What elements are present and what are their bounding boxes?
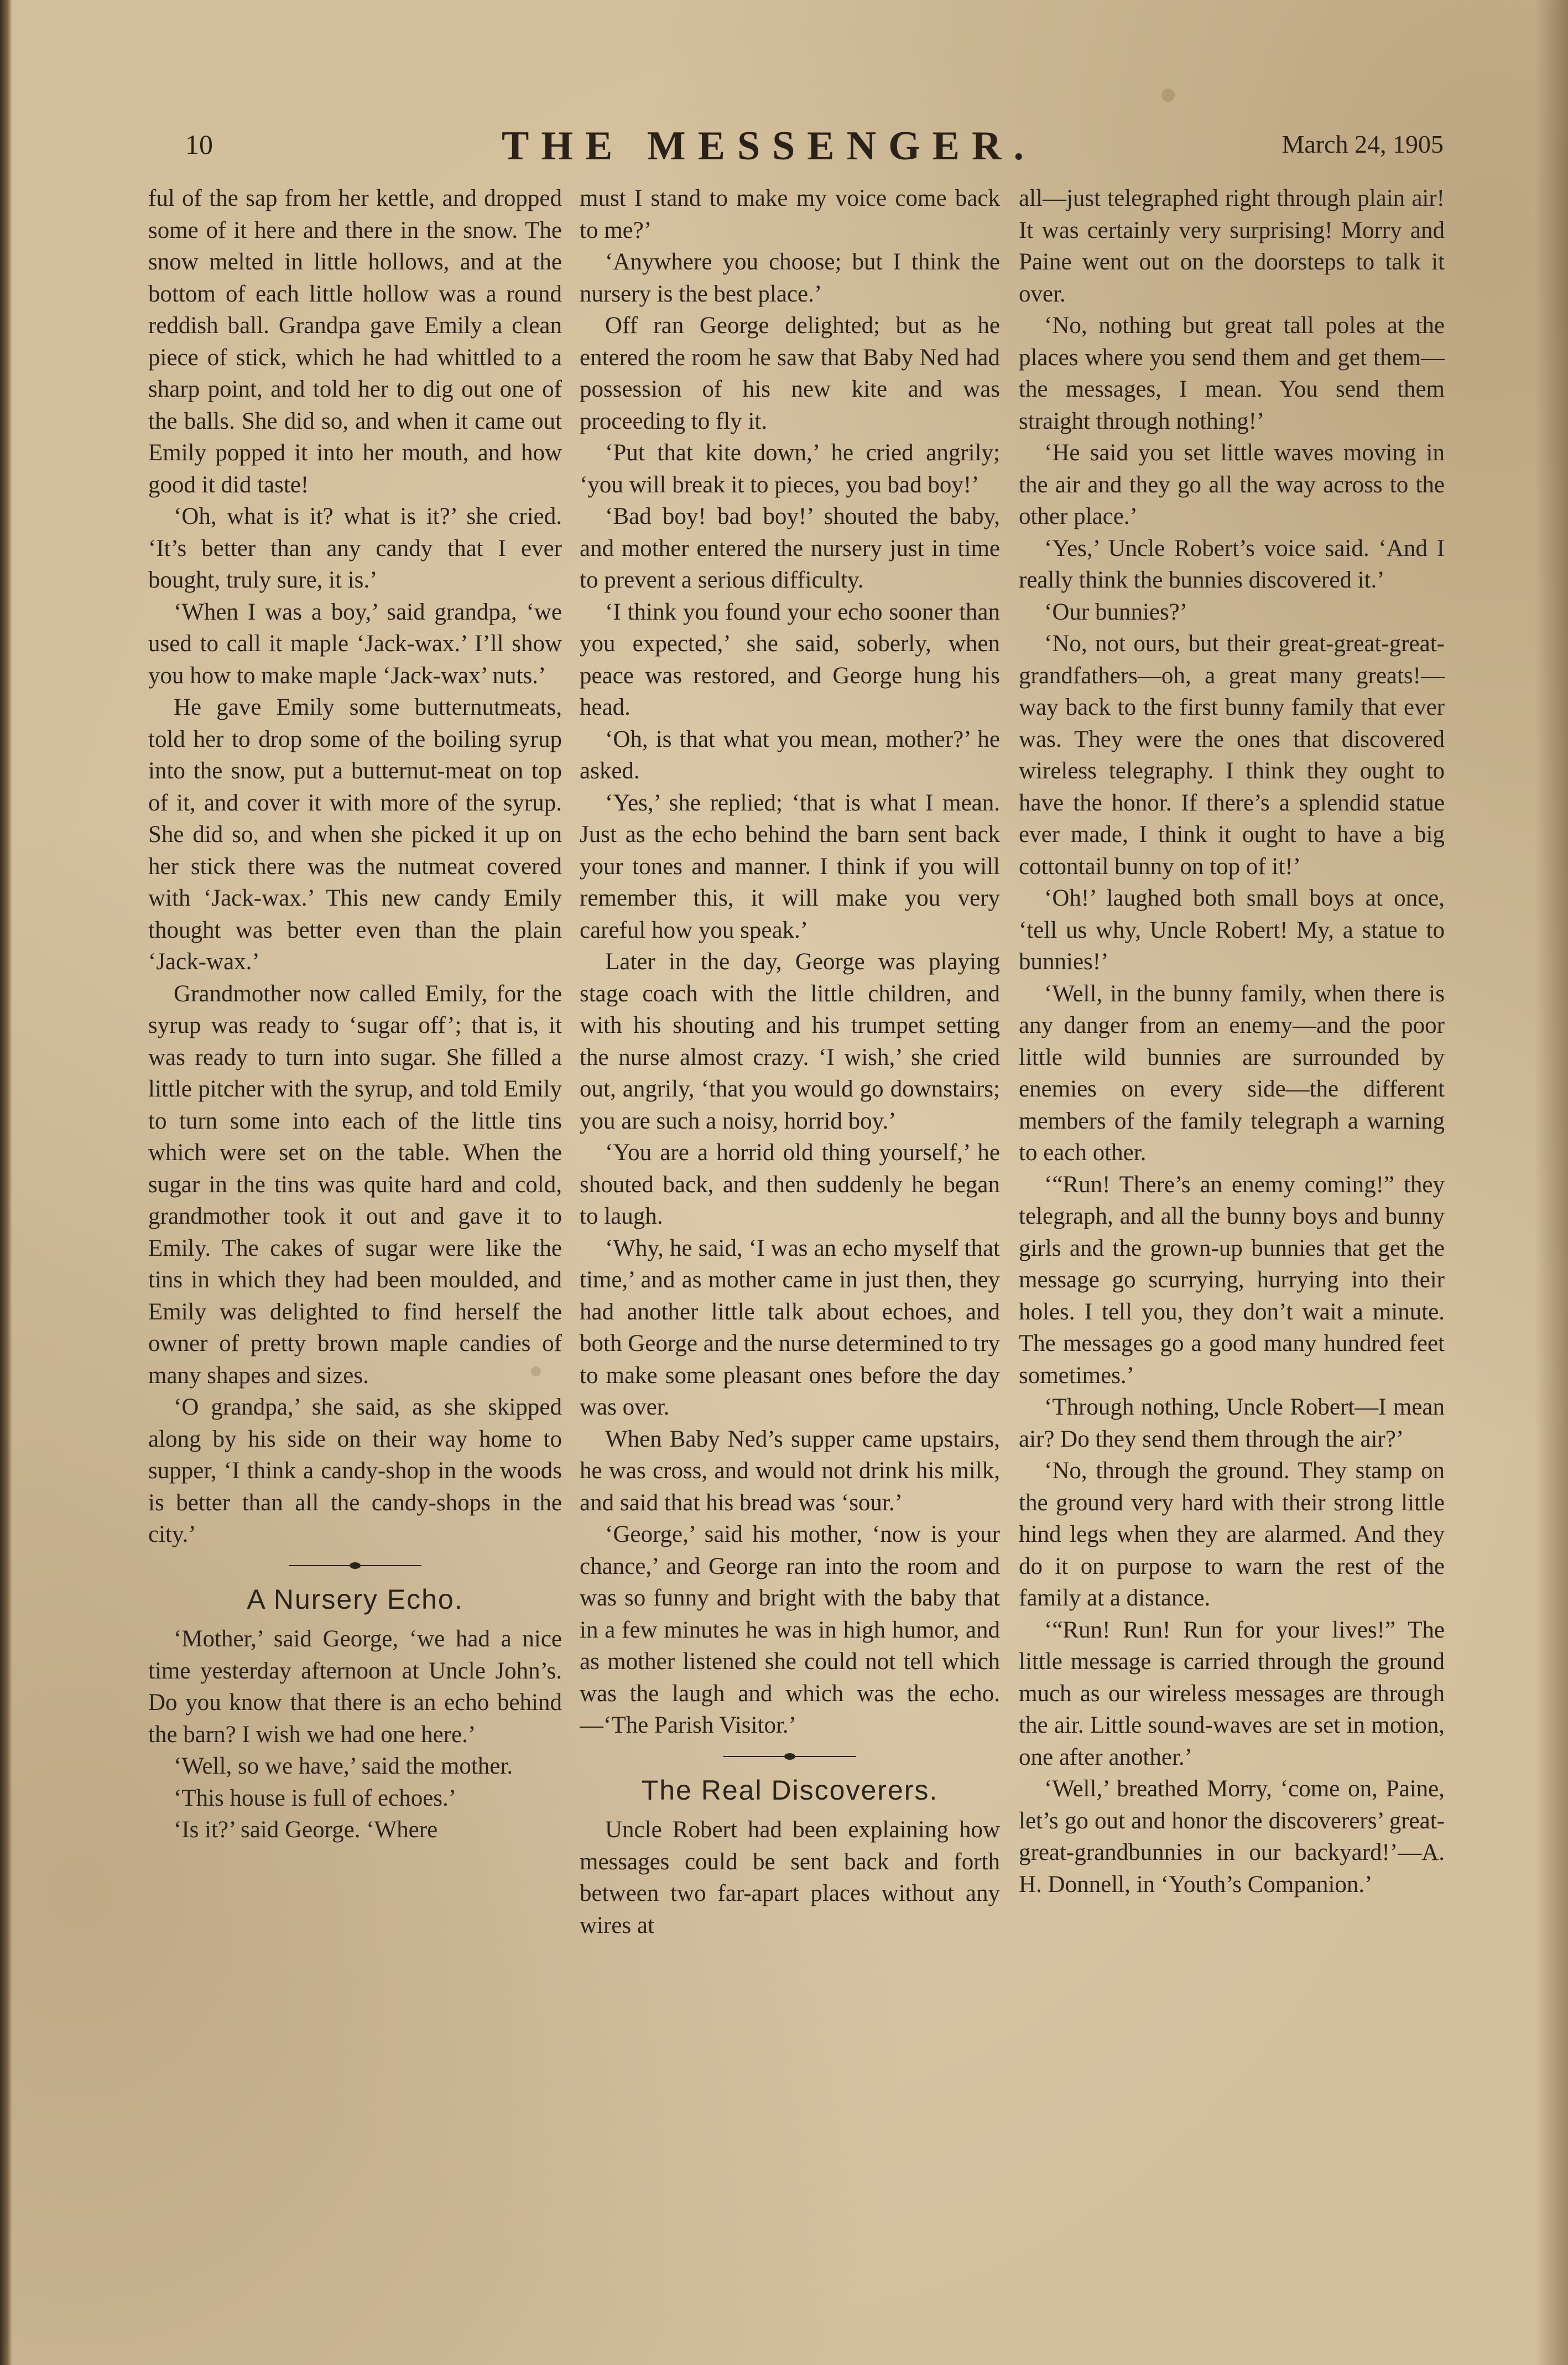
paragraph: ‘Bad boy! bad boy!’ shouted the baby, and mother entered the nursery just in time to prevent a serious difficulty. [580, 503, 1000, 593]
paragraph: Later in the day, George was playing stage coach with the little children, and with his shouting and his trumpet setting the nurse almost crazy. ‘I wish,’ she cried out, angrily, ‘that you would go downstairs; you are such a noisy, horrid boy.’ [580, 949, 1000, 1134]
paragraph: ‘No, nothing but great tall poles at the places where you send them and get them—the messages, I mean. You send them straight through nothing!’ [1019, 313, 1445, 434]
paragraph: ‘“Run! There’s an enemy coming!” they telegraph, and all the bunny boys and bunny girls and the grown-up bunnies that get the message go scurrying, hurrying into their holes. I tell you, they don’t wait a minute. The messages go a good many hundred feet sometimes.’ [1019, 1171, 1445, 1389]
paragraph: ‘“Run! Run! Run for your lives!” The little message is carried through the ground much as our wireless messages are through the air. Little sound-waves are set in motion, one after another.’ [1019, 1616, 1445, 1770]
masthead-title: THE MESSENGER. [502, 123, 1036, 169]
stain-spot [1161, 89, 1175, 102]
page-number: 10 [185, 129, 213, 160]
paragraph: Grandmother now called Emily, for the syrup was ready to ‘sugar off’; that is, it was ready to turn into sugar. She filled a little pitcher with the syrup, and told Emily to turn some into each of the little tins which were set on the table. When the sugar in the tins was quite hard and cold, grandmother took it out and gave it to Emily. The cakes of sugar were like the tins in which they had been moulded, and Emily was delighted to find herself the owner of pretty brown maple candies of many shapes and sizes. [148, 980, 562, 1389]
section-divider [289, 1562, 421, 1569]
paragraph: ‘Our bunnies?’ [1044, 599, 1188, 625]
paragraph: ‘Is it?’ said George. ‘Where [174, 1817, 438, 1843]
paragraph: Off ran George delighted; but as he entered the room he saw that Baby Ned had possession of his new kite and was proceeding to fly it. [580, 313, 1000, 434]
paragraph: ‘George,’ said his mother, ‘now is your chance,’ and George ran into the room and was so funny and bright with the baby that in a few minutes he was in high humor, and as mother listened she could not tell which was the laugh and which was the echo.—‘The Parish Visitor.’ [580, 1521, 1000, 1738]
paragraph: ‘Well,’ breathed Morry, ‘come on, Paine, let’s go out and honor the discoverers’ great-great-grandbunnies in our backyard!’—A. H. Donnell, in ‘Youth’s Companion.’ [1019, 1776, 1445, 1898]
paragraph: ‘He said you set little waves moving in the air and they go all the way across to the other place.’ [1019, 440, 1445, 529]
column-2 [580, 183, 1000, 2263]
paragraph: ‘I think you found your echo sooner than you expected,’ she said, soberly, when peace was restored, and George hung his head. [580, 599, 1000, 720]
story-title-nursery-echo: A Nursery Echo. [247, 1583, 463, 1615]
paragraph: He gave Emily some butternutmeats, told her to drop some of the boiling syrup into the snow, put a butternut-meat on top of it, and cover it with more of the syrup. She did so, and when she picked it up on her stick there was the nutmeat covered with ‘Jack-wax.’ This new candy Emily thought was better even than the plain ‘Jack-wax.’ [148, 694, 562, 975]
section-divider [723, 1753, 856, 1760]
paragraph: ‘Oh, what is it? what is it?’ she cried. ‘It’s better than any candy that I ever bought, truly sure, it is.’ [148, 503, 562, 593]
paragraph: Uncle Robert had been explaining how messages could be sent back and forth between two far-apart places without any wires at [580, 1817, 1000, 1938]
paragraph: ‘O grandpa,’ she said, as she skipped along by his side on their way home to supper, ‘I think a candy-shop in the woods is better than all the candy-shops in the city.’ [148, 1394, 562, 1547]
paragraph: ‘Put that kite down,’ he cried angrily; ‘you will break it to pieces, you bad boy!’ [580, 440, 1000, 498]
paragraph: ‘Oh, is that what you mean, mother?’ he asked. [580, 726, 1000, 784]
paragraph: ‘You are a horrid old thing yourself,’ he shouted back, and then suddenly he began to laugh. [580, 1140, 1000, 1229]
paragraph: ‘Mother,’ said George, ‘we had a nice time yesterday afternoon at Uncle John’s. Do you know that there is an echo behind the barn? I wish we had one here.’ [148, 1626, 562, 1748]
paragraph: ‘This house is full of echoes.’ [174, 1785, 457, 1811]
page-header [160, 123, 1455, 173]
binding-shadow [0, 0, 12, 2365]
paragraph: ‘No, through the ground. They stamp on the ground very hard with their strong little hind legs when they are alarmed. And they do it on purpose to warn the rest of the family at a distance. [1019, 1458, 1445, 1611]
paragraph: must I stand to make my voice come back to me?’ [580, 185, 1000, 243]
paragraph: When Baby Ned’s supper came upstairs, he was cross, and would not drink his milk, and said that his bread was ‘sour.’ [580, 1426, 1000, 1516]
paragraph: ‘Well, in the bunny family, when there is any danger from an enemy—and the poor little wild bunnies are surrounded by enemies on every side—the different members of the family telegraph a warning to each other. [1019, 980, 1445, 1166]
paragraph: ‘Through nothing, Uncle Robert—I mean air? Do they send them through the air?’ [1019, 1394, 1445, 1452]
paragraph: ‘Yes,’ she replied; ‘that is what I mean. Just as the echo behind the barn sent back your tones and manner. I think if you will remember this, it will make you very careful how you speak.’ [580, 789, 1000, 943]
paragraph: ‘Oh!’ laughed both small boys at once, ‘tell us why, Uncle Robert! My, a statue to bunnies!’ [1019, 885, 1445, 975]
paragraph: ‘Why, he said, ‘I was an echo myself that time,’ and as mother came in just then, they had another little talk about echoes, and both George and the nurse determined to try to make some pleasant ones before the day was over. [580, 1235, 1000, 1420]
paragraph: ‘Anywhere you choose; but I think the nursery is the best place.’ [580, 249, 1000, 307]
paragraph: ‘No, not ours, but their great-great-great-grandfathers—oh, a great many greats!—way back to the first bunny family that ever was. They were the ones that discovered wireless telegraphy. I think they ought to have the honor. If there’s a splendid statue ever made, I think it ought to have a big cottontail bunny on top of it!’ [1019, 631, 1445, 880]
page-edge-shadow [1535, 0, 1568, 2365]
paragraph: ‘When I was a boy,’ said grandpa, ‘we used to call it maple ‘Jack-wax.’ I’ll show you how to make maple ‘Jack-wax’ nuts.’ [148, 599, 562, 689]
paragraph: all—just telegraphed right through plain air! It was certainly very surprising! Morry and Paine went out on the doorsteps to talk it over. [1019, 185, 1445, 307]
story-title-real-discoverers: The Real Discoverers. [641, 1774, 939, 1806]
paragraph: ‘Yes,’ Uncle Robert’s voice said. ‘And I really think the bunnies discovered it.’ [1019, 535, 1445, 593]
issue-date: March 24, 1905 [1282, 130, 1444, 158]
paragraph: ‘Well, so we have,’ said the mother. [174, 1753, 513, 1779]
column-3 [1019, 183, 1445, 2263]
column-1 [148, 183, 562, 2263]
paragraph: ful of the sap from her kettle, and dropped some of it here and there in the snow. The snow melted in little hollows, and at the bottom of each little hollow was a round reddish ball. Grandpa gave Emily a clean piece of stick, which he had whittled to a sharp point, and told her to dig out one of the balls. She did so, and when it came out Emily popped it into her mouth, and how good it did taste! [148, 185, 562, 498]
